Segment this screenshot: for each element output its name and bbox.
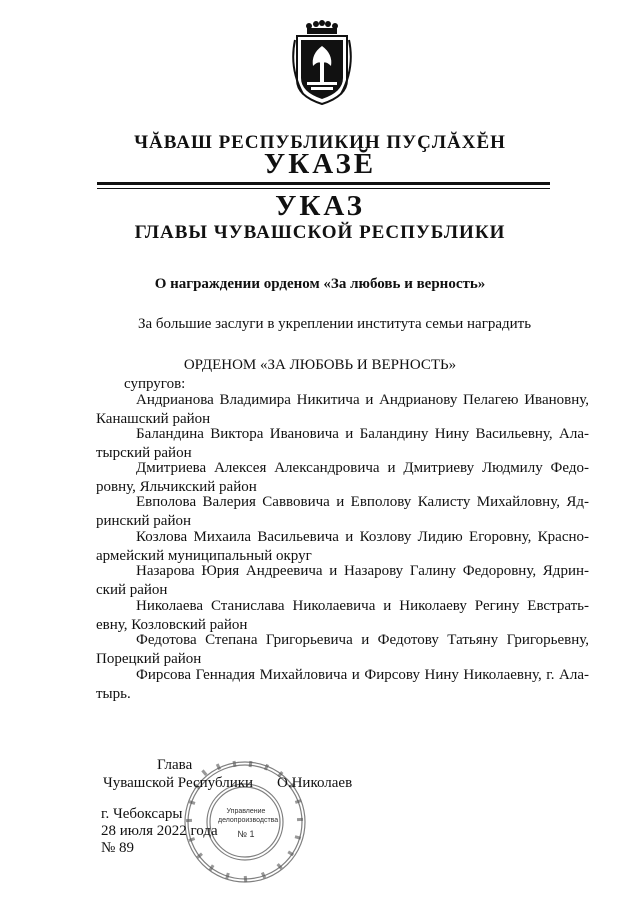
russian-heading-line2: ГЛАВЫ ЧУВАШСКОЙ РЕСПУБЛИКИ — [134, 222, 506, 243]
signatory-name: О.Николаев — [277, 775, 353, 791]
recipient-entry — [96, 562, 589, 600]
recipient-line1: Назарова Юрия Андреевича и Назарову Галину Федоровну, Ядрин- — [136, 563, 589, 579]
stamp-inner-text: Управление делопроизводства — [218, 808, 279, 824]
recipient-line2: Канашский район — [96, 411, 211, 427]
recipient-line1: Федотова Степана Григорьевича и Федотову Татьяну Григорьевну, — [136, 632, 589, 648]
document-place: г. Чебоксары — [101, 806, 183, 822]
award-name: ОРДЕНОМ «ЗА ЛЮБОВЬ И ВЕРНОСТЬ» — [183, 357, 457, 373]
recipient-line1: Николаева Станислава Николаевича и Николаеву Регину Евстрать- — [136, 598, 589, 614]
recipient-entry — [96, 528, 589, 566]
stamp-number: № 1 — [237, 829, 255, 839]
recipient-entry — [96, 391, 589, 429]
spouses-label: супругов: — [124, 376, 186, 392]
recipient-line1: Козлова Михаила Васильевича и Козлову Лидию Егоровну, Красно- — [136, 529, 589, 545]
recipient-line1: Евполова Валерия Саввовича и Евполову Калисту Михайловну, Яд- — [136, 494, 589, 510]
recipient-line2: Порецкий район — [96, 651, 202, 667]
document-date: 28 июля 2022 года — [101, 823, 218, 839]
decree-subject: О награждении орденом «За любовь и верность» — [154, 276, 486, 292]
coat-of-arms-icon — [289, 20, 355, 108]
recipient-line1: Андрианова Владимира Никитича и Андрианову Пелагею Ивановну, — [136, 392, 589, 408]
recipient-line1: Дмитриева Алексея Александровича и Дмитриеву Людмилу Федо- — [136, 460, 589, 476]
recipient-line2: ровну, Яльчикский район — [96, 479, 257, 495]
recipient-line2: армейский муниципальный округ — [96, 548, 312, 564]
recipient-line1: Фирсова Геннадия Михайловича и Фирсову Нину Николаевну, г. Ала- — [136, 667, 589, 683]
header-divider-thin — [97, 188, 550, 189]
document-number: № 89 — [101, 840, 135, 856]
recipient-line2: ринский район — [96, 513, 192, 529]
chuvash-heading-line1: ЧĂВАШ РЕСПУБЛИКИН ПУҪЛĂХĔН — [134, 132, 506, 153]
signatory-organization: Чувашской Республики — [103, 775, 254, 791]
recipient-entry — [96, 425, 589, 463]
chuvash-heading-line2: УКАЗĔ — [263, 148, 377, 180]
recipient-line1: Баландина Виктора Ивановича и Баландину Нину Васильевну, Ала- — [136, 426, 589, 442]
recipient-line2: тырский район — [96, 445, 192, 461]
recipient-line2: евну, Козловский район — [96, 617, 248, 633]
recipient-entry — [96, 493, 589, 531]
recipient-entry — [96, 597, 589, 635]
russian-heading-line1: УКАЗ — [275, 190, 365, 222]
recipient-entry — [96, 459, 589, 497]
signatory-title: Глава — [157, 757, 193, 773]
recipient-line2: тырь. — [96, 686, 131, 702]
header-divider-thick — [97, 182, 550, 185]
recipient-entry — [96, 666, 589, 704]
decree-preamble: За большие заслуги в укреплении института семьи наградить — [138, 316, 532, 332]
recipient-entry — [96, 631, 589, 669]
recipient-line2: ский район — [96, 582, 168, 598]
